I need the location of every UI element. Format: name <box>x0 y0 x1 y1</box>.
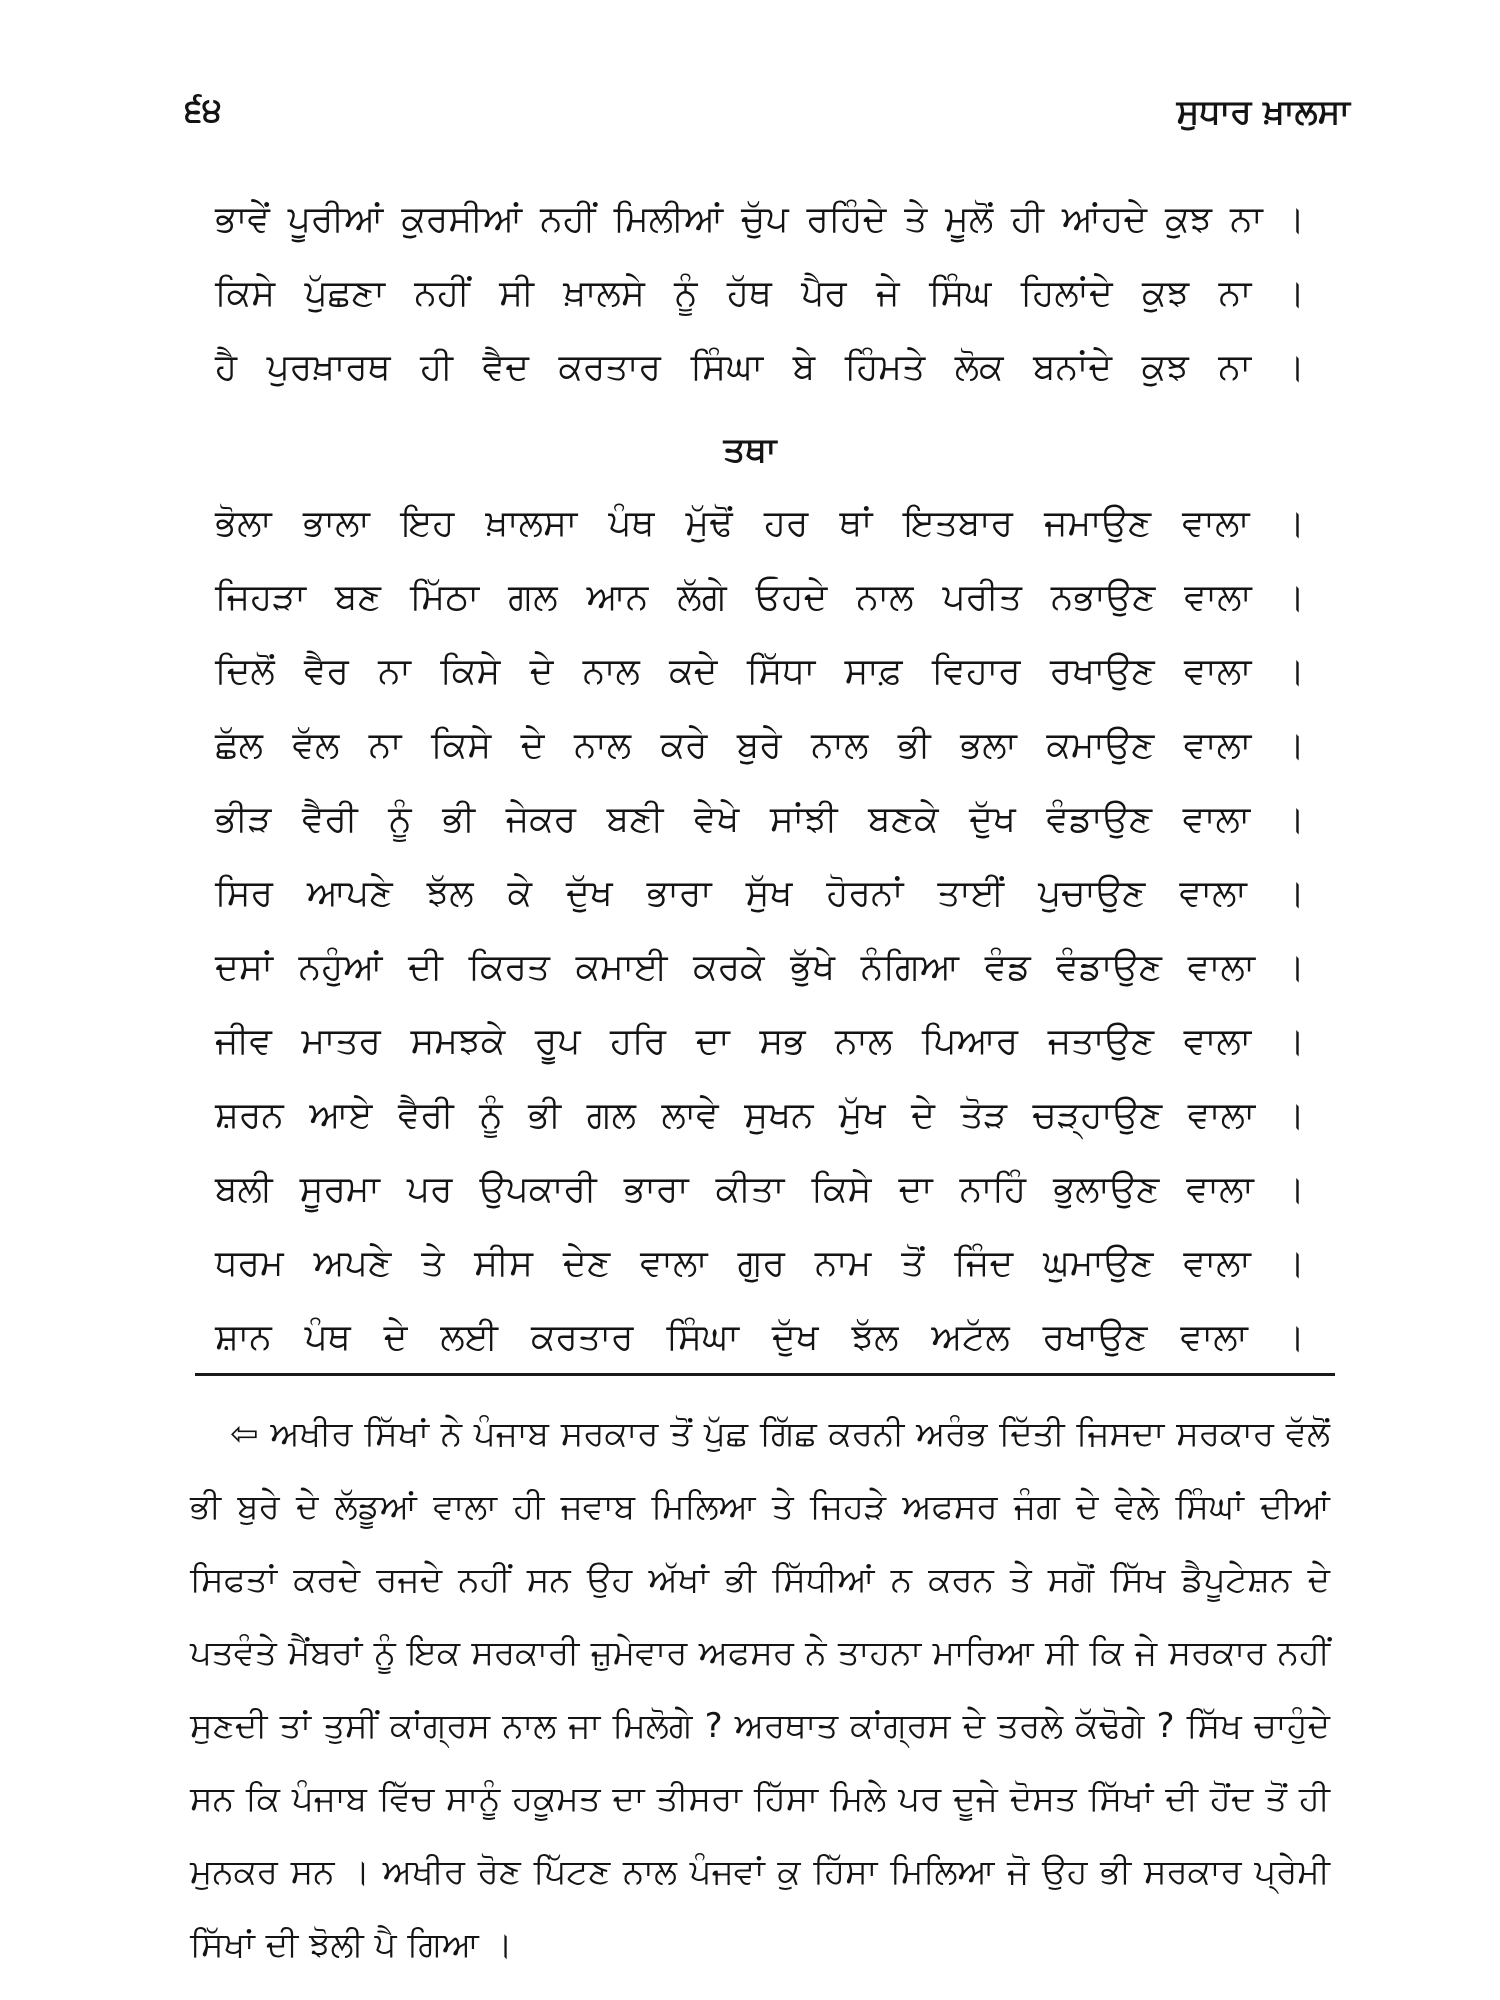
verse-line: ਭੀੜ ਵੈਰੀ ਨੂੰ ਭੀ ਜੇਕਰ ਬਣੀ ਵੇਖੇ ਸਾਂਝੀ ਬਣਕੇ ਦੁੱਖ ਵੰਡਾਉਣ ਵਾਲਾ । <box>215 799 1305 840</box>
verse-line: ਜਿਹੜਾ ਬਣ ਮਿੱਠਾ ਗਲ ਆਨ ਲੱਗੇ ਓਹਦੇ ਨਾਲ ਪਰੀਤ ਨਭਾਉਣ ਵਾਲਾ । <box>215 577 1306 618</box>
verse-line: ਸ਼ਰਨ ਆਏ ਵੈਰੀ ਨੂੰ ਭੀ ਗਲ ਲਾਵੇ ਸੁਖਨ ਮੁੱਖ ਦੇ ਤੋੜ ਚੜ੍ਹਾਉਣ ਵਾਲਾ । <box>215 1095 1305 1136</box>
verse-line: ਛੱਲ ਵੱਲ ਨਾ ਕਿਸੇ ਦੇ ਨਾਲ ਕਰੇ ਬੁਰੇ ਨਾਲ ਭੀ ਭਲਾ ਕਮਾਉਣ ਵਾਲਾ । <box>215 725 1305 766</box>
verse-line: ਧਰਮ ਅਪਣੇ ਤੇ ਸੀਸ ਦੇਣ ਵਾਲਾ ਗੁਰ ਨਾਮ ਤੋਂ ਜਿੰਦ ਘੁਮਾਉਣ ਵਾਲਾ । <box>215 1243 1305 1284</box>
verse-line: ਸਿਰ ਆਪਣੇ ਝੱਲ ਕੇ ਦੁੱਖ ਭਾਰਾ ਸੁੱਖ ਹੋਰਨਾਂ ਤਾਈਂ ਪੁਚਾਉਣ ਵਾਲਾ । <box>215 873 1305 914</box>
verse-line: ਭਾਵੇਂ ਪੂਰੀਆਂ ਕੁਰਸੀਆਂ ਨਹੀਂ ਮਿਲੀਆਂ ਚੁੱਪ ਰਹਿੰਦੇ ਤੇ ਮੂਲੋਂ ਹੀ ਆਂਹਦੇ ਕੁਝ ਨਾ । <box>215 199 1305 240</box>
page-number: ੬੪ <box>185 90 222 130</box>
verse-line: ਭੋਲਾ ਭਾਲਾ ਇਹ ਖ਼ਾਲਸਾ ਪੰਥ ਮੁੱਢੋਂ ਹਰ ਥਾਂ ਇਤਬਾਰ ਜਮਾਉਣ ਵਾਲਾ । <box>215 503 1305 544</box>
running-title: ਸੁਧਾਰ ਖ਼ਾਲਸਾ <box>1176 92 1350 132</box>
verse-line: ਜੀਵ ਮਾਤਰ ਸਮਝਕੇ ਰੂਪ ਹਰਿ ਦਾ ਸਭ ਨਾਲ ਪਿਆਰ ਜਤਾਉਣ ਵਾਲਾ । <box>215 1021 1305 1062</box>
section-heading: ਤਥਾ <box>723 430 777 470</box>
footnote-divider <box>195 1373 1335 1376</box>
left-arrow-icon: ⇦ <box>230 1414 259 1454</box>
footnote <box>190 1398 1330 1982</box>
verse-line: ਹੈ ਪੁਰਖ਼ਾਰਥ ਹੀ ਵੈਦ ਕਰਤਾਰ ਸਿੰਘਾ ਬੇ ਹਿੰਮਤੇ ਲੋਕ ਬਨਾਂਦੇ ਕੁਝ ਨਾ । <box>215 347 1305 388</box>
verse-line: ਸ਼ਾਨ ਪੰਥ ਦੇ ਲਈ ਕਰਤਾਰ ਸਿੰਘਾ ਦੁੱਖ ਝੱਲ ਅਟੱਲ ਰਖਾਉਣ ਵਾਲਾ । <box>215 1317 1305 1358</box>
verse-line: ਕਿਸੇ ਪੁੱਛਣਾ ਨਹੀਂ ਸੀ ਖ਼ਾਲਸੇ ਨੂੰ ਹੱਥ ਪੈਰ ਜੇ ਸਿੰਘ ਹਿਲਾਂਦੇ ਕੁਝ ਨਾ । <box>215 273 1305 314</box>
verse-line: ਦਿਲੋਂ ਵੈਰ ਨਾ ਕਿਸੇ ਦੇ ਨਾਲ ਕਦੇ ਸਿੱਧਾ ਸਾਫ਼ ਵਿਹਾਰ ਰਖਾਉਣ ਵਾਲਾ । <box>215 651 1305 692</box>
verse-line: ਬਲੀ ਸੂਰਮਾ ਪਰ ਉਪਕਾਰੀ ਭਾਰਾ ਕੀਤਾ ਕਿਸੇ ਦਾ ਨਾਹਿੰ ਭੁਲਾਉਣ ਵਾਲਾ । <box>215 1169 1305 1210</box>
verse-line: ਦਸਾਂ ਨਹੁੰਆਂ ਦੀ ਕਿਰਤ ਕਮਾਈ ਕਰਕੇ ਭੁੱਖੇ ਨੰਗਿਆ ਵੰਡ ਵੰਡਾਉਣ ਵਾਲਾ । <box>215 947 1305 988</box>
footnote-text: ਅਖੀਰ ਸਿੱਖਾਂ ਨੇ ਪੰਜਾਬ ਸਰਕਾਰ ਤੋਂ ਪੁੱਛ ਗਿੱਛ ਕਰਨੀ ਅਰੰਭ ਦਿੱਤੀ ਜਿਸਦਾ ਸਰਕਾਰ ਵੱਲੋਂ ਭੀ ਬੁਰੇ ਦੇ ਲੱਡੂਆਂ ਵਾਲਾ ਹੀ ਜਵਾਬ ਮਿਲਿਆ ਤੇ ਜਿਹੜੇ ਅਫਸਰ ਜੰਗ ਦੇ ਵੇਲੇ ਸਿੰਘਾਂ ਦੀਆਂ ਸਿਫਤਾਂ ਕਰਦੇ ਰਜਦੇ ਨਹੀਂ ਸਨ ਉਹ ਅੱਖਾਂ ਭੀ ਸਿੱਧੀਆਂ ਨ ਕਰਨ ਤੇ ਸਗੋਂ ਸਿੱਖ ਡੈਪੂਟੇਸ਼ਨ ਦੇ ਪਤਵੰਤੇ ਮੈਂਬਰਾਂ ਨੂੰ ਇਕ ਸਰਕਾਰੀ ਜ਼ੁਮੇਵਾਰ ਅਫਸਰ ਨੇ ਤਾਹਨਾ ਮਾਰਿਆ ਸੀ ਕਿ ਜੇ ਸਰਕਾਰ ਨਹੀਂ ਸੁਣਦੀ ਤਾਂ ਤੁਸੀਂ ਕਾਂਗ੍ਰਸ ਨਾਲ ਜਾ ਮਿਲੋਗੇ ? ਅਰਥਾਤ ਕਾਂਗ੍ਰਸ ਦੇ ਤਰਲੇ ਕੱਢੋਗੇ ? ਸਿੱਖ ਚਾਹੁੰਦੇ ਸਨ ਕਿ ਪੰਜਾਬ ਵਿੱਚ ਸਾਨੂੰ ਹਕੂਮਤ ਦਾ ਤੀਸਰਾ ਹਿੱਸਾ ਮਿਲੇ ਪਰ ਦੂਜੇ ਦੋਸਤ ਸਿੱਖਾਂ ਦੀ ਹੋਂਦ ਤੋਂ ਹੀ ਮੁਨਕਰ ਸਨ । ਅਖੀਰ ਰੋਣ ਪਿੱਟਣ ਨਾਲ ਪੰਜਵਾਂ ਕੁ ਹਿੱਸਾ ਮਿਲਿਆ ਜੋ ਉਹ ਭੀ ਸਰਕਾਰ ਪ੍ਰੇਮੀ ਸਿੱਖਾਂ ਦੀ ਝੋਲੀ ਪੈ ਗਿਆ । <box>190 1414 1330 1965</box>
